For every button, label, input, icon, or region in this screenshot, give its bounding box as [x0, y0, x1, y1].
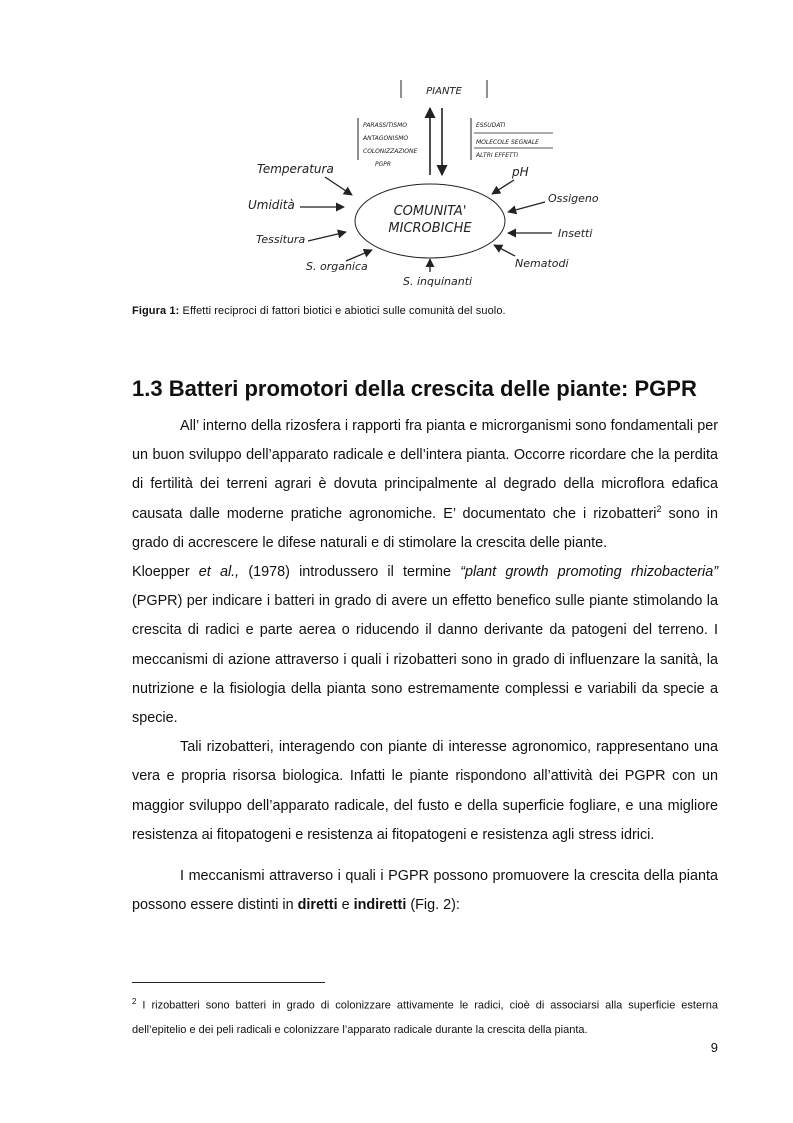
footnote	[132, 990, 718, 1042]
label-colonizzazione: COLONIZZAZIONE	[363, 148, 418, 155]
label-pgpr-small: PGPR	[375, 161, 392, 168]
factor-nematodi: Nematodi	[515, 257, 569, 270]
footnote-text: I rizobatteri sono batteri in grado di colonizzare attivamente le radici, cioè di associarsi alla superficie esterna dell’epitelio e dei peli radicali e colonizzare l’apparato radicale durante la crescita della pianta.	[132, 999, 718, 1036]
factor-ph: pH	[512, 165, 529, 179]
arrow-ossigeno	[508, 202, 545, 212]
page-number: 9	[710, 1040, 718, 1055]
paragraph-3: Tali rizobatteri, interagendo con piante di interesse agronomico, rappresentano una vera e propria risorsa biologica. Infatti le piante rispondono all’attività dei PGPR con un maggior sviluppo dell’apparato radicale, del fusto e della superficie fogliare, e una migliore resistenza ai fitopatogeni e resistenza ai fitopatogeni e resistenza agli stress idrici.	[132, 739, 718, 843]
factor-umidita: Umidità	[248, 198, 295, 212]
label-piante: PIANTE	[426, 86, 462, 97]
arrow-nematodi	[494, 245, 515, 256]
factor-insetti: Insetti	[558, 227, 593, 240]
factor-s-organica: S. organica	[306, 260, 368, 273]
factor-s-inquinanti: S. inquinanti	[403, 275, 473, 288]
paragraph-2: Kloepper et al., (1978) introdussero il termine “plant growth promoting rhizobacteria” (PGPR) per indicare i batteri in grado di avere un effetto benefico sulle piante stimolando la crescita di radici e parte aerea o riducendo il danno derivante da patogeni del terreno. I meccanismi di azione attraverso i quali i rizobatteri sono in grado di influenzare la sanità, la nutrizione e la fisiologia della pianta sono estremamente complessi e variabili da specie a specie.	[132, 564, 719, 727]
figure-caption	[132, 305, 752, 317]
paragraph-1: All’ interno della rizosfera i rapporti fra pianta e microrganismi sono fondamentali per un buon sviluppo dell’apparato radicale e dell’intera pianta. Occorre ricordare che la perdita di fertilità dei terreni agrari è dovuta principalmente al degrado della microflora edafica causata dalle moderne pratiche agronomiche. E’ documentato che i rizobatteri$^2$ sono in grado di accrescere le difese naturali e di stimolare la crescita delle piante.	[132, 418, 719, 551]
label-molecole-segnale: MOLECOLE SEGNALE	[476, 139, 539, 146]
paragraph-4: I meccanismi attraverso i quali i PGPR possono promuovere la crescita della pianta possono essere distinti in diretti e indiretti (Fig. 2):	[132, 868, 718, 914]
arrow-ph	[492, 180, 514, 194]
section-title: 1.3 Batteri promotori della crescita delle piante: PGPR	[132, 376, 697, 401]
label-antagonismo: ANTAGONISMO	[363, 135, 409, 142]
figure-microbial-community-diagram	[0, 0, 793, 300]
footnote-mark: 2	[132, 997, 137, 1006]
center-line-2: MICROBICHE	[388, 221, 472, 236]
label-essudati: ESSUDATI	[476, 122, 506, 129]
caption-label: Figura 1:	[132, 305, 180, 317]
center-line-1: COMUNITA'	[393, 204, 467, 219]
label-parassitismo: PARASSITISMO	[363, 122, 408, 129]
arrow-temperatura	[325, 177, 352, 195]
factor-ossigeno: Ossigeno	[548, 192, 599, 205]
footnote-ref[interactable]: 2	[656, 503, 662, 514]
factor-temperatura: Temperatura	[257, 162, 334, 176]
caption-text: Effetti reciproci di fattori biotici e abiotici sulle comunità del suolo.	[179, 305, 506, 317]
arrow-tessitura	[308, 232, 346, 241]
footnote-divider	[132, 982, 325, 983]
body-text	[132, 412, 718, 920]
factor-tessitura: Tessitura	[256, 233, 306, 246]
label-altri-effetti: ALTRI EFFETTI	[476, 152, 519, 159]
